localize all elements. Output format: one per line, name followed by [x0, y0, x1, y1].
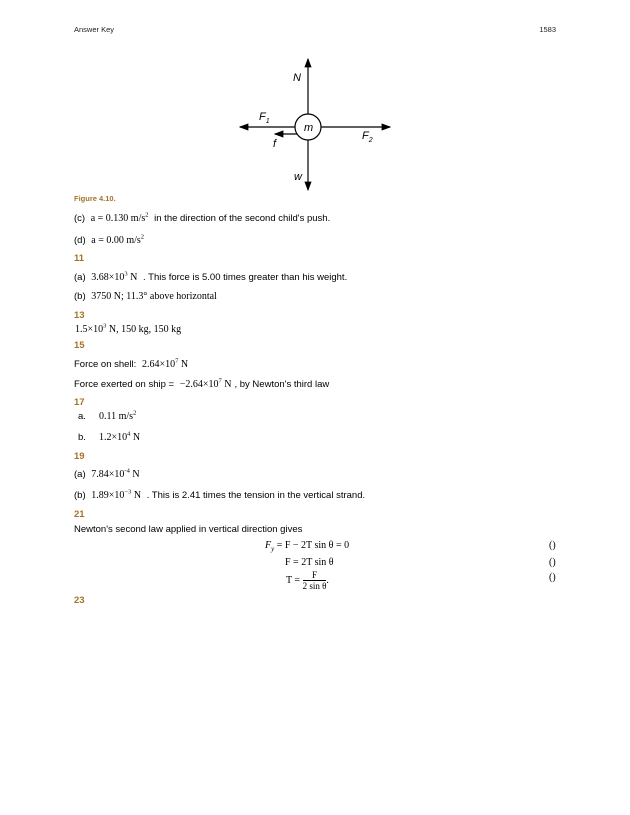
- answer-19a: (a) $7.84\times 10^{-4}$ N: [74, 467, 140, 480]
- answer-19b: (b) $1.89\times 10^{-3}$ N . This is 2.41 times the tension in the vertical strand.: [74, 488, 366, 501]
- answer-17a: a. 0.11 $m/s^2$: [78, 409, 137, 422]
- equation-1: $F_y = F - 2T$ sin θ = 0: [265, 540, 350, 553]
- f1-label: $F_1$: [259, 111, 270, 125]
- equation-number: (): [549, 557, 556, 568]
- equation-number: (): [549, 572, 556, 583]
- normal-label: N: [293, 72, 301, 84]
- header-title: Answer Key: [74, 25, 115, 34]
- figure-caption: Figure 4.10.: [74, 194, 116, 203]
- mass-label: m: [304, 122, 314, 134]
- problem-number: 19: [74, 451, 85, 462]
- answer-11b: (b) 3750 N; 11.3° above horizontal: [74, 291, 217, 302]
- weight-label: w: [294, 171, 302, 183]
- friction-label: f: [273, 138, 277, 150]
- free-body-diagram: [235, 55, 395, 195]
- equation-number: (): [549, 540, 556, 551]
- answer-11a: (a) $3.68\times 10^3$ N . This force is 5.00 times greater than his weight.: [74, 270, 348, 283]
- problem-number: 21: [74, 509, 85, 520]
- problem-number: 13: [74, 310, 85, 321]
- problem-number: 15: [74, 340, 85, 351]
- answer-13: $1.5\times 10^3$ N, 150 kg, 150 kg: [75, 322, 182, 335]
- equation-3: T = $\frac{F}{\text{2 sin θ}}$ .: [286, 570, 329, 591]
- answer-15-ship: Force exerted on ship = $-2.64\times 10^7$ N , by Newton's third law: [74, 377, 330, 390]
- answer-17b: b. $1.2\times 10^4$ N: [78, 430, 141, 443]
- problem-number: 11: [74, 253, 85, 264]
- answer-c: (c) a = 0.130 $m/s^2$ in the direction of the second child's push.: [74, 211, 331, 224]
- problem-number: 23: [74, 595, 85, 606]
- page-number: 1583: [539, 25, 556, 34]
- f2-label: $F_2$: [362, 130, 373, 144]
- equation-2: F = 2T sin θ: [285, 557, 334, 568]
- answer-15-shell: Force on shell: $2.64\times 10^7$ N: [74, 357, 189, 370]
- problem-number: 17: [74, 397, 85, 408]
- answer-d: (d) a = 0.00 $m/s^2$: [74, 233, 145, 246]
- answer-21-text: Newton's second law applied in vertical direction gives: [74, 524, 303, 535]
